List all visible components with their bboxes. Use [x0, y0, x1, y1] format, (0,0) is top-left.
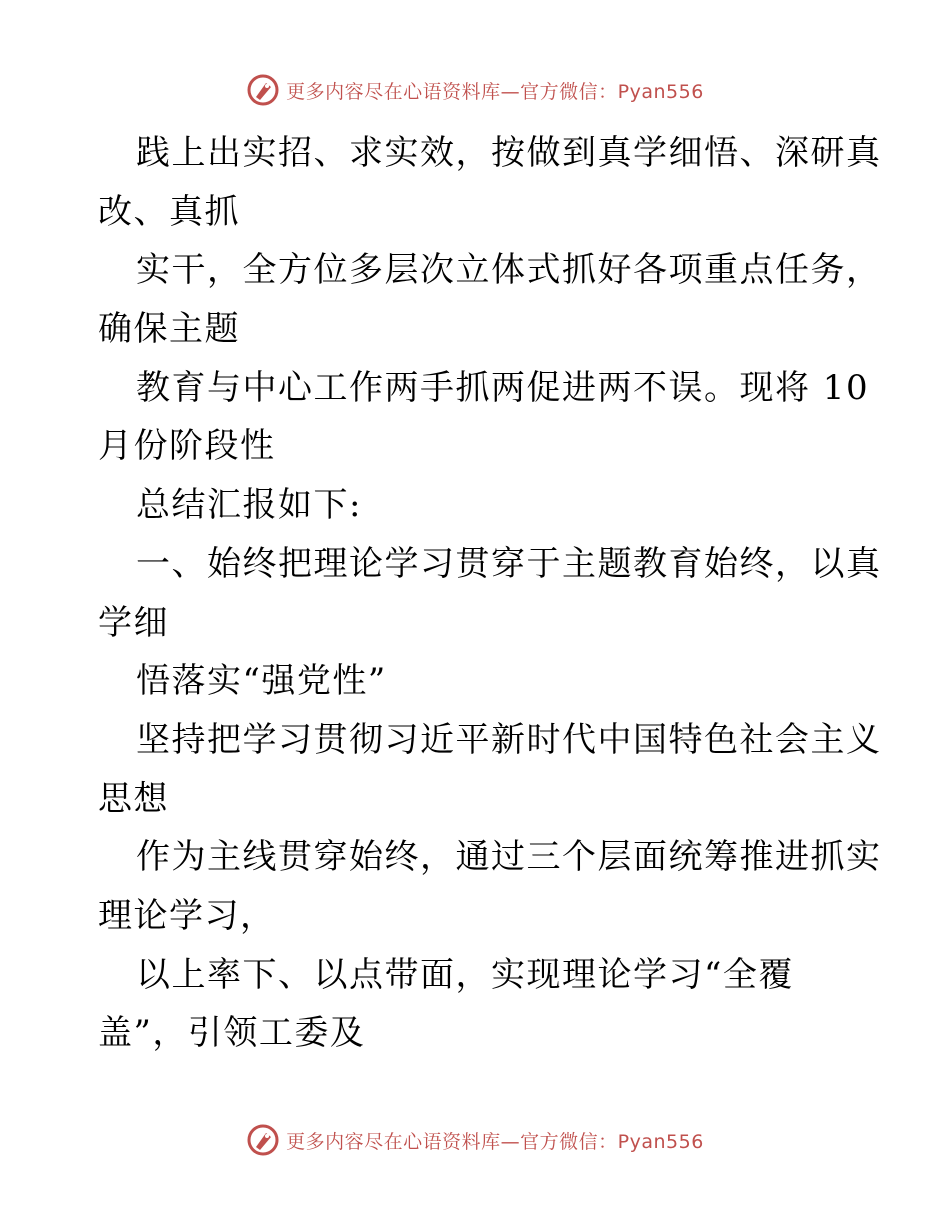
section-heading-line: 学细	[98, 602, 169, 643]
body-line: 确保主题	[98, 309, 240, 350]
body-line: 坚持把学习贯彻习近平新时代中国特色社会主义	[136, 719, 882, 760]
body-line: 教育与中心工作两手抓两促进两不误。现将 10	[136, 367, 870, 408]
body-line: 作为主线贯穿始终，通过三个层面统筹推进抓实	[136, 837, 882, 878]
body-line: 盖”，引领工委及	[98, 1013, 366, 1054]
watermark-text: 更多内容尽在心语资料库—官方微信：Pyan556	[286, 80, 704, 103]
pen-nib-icon	[246, 73, 280, 107]
document-body	[98, 124, 882, 1063]
body-line: 践上出实招、求实效，按做到真学细悟、深研真	[136, 133, 882, 173]
body-line: 月份阶段性	[98, 426, 276, 467]
watermark-text: 更多内容尽在心语资料库—官方微信：Pyan556	[286, 1130, 704, 1153]
section-heading-line: 悟落实“强党性”	[136, 661, 387, 702]
pen-nib-icon	[246, 1123, 280, 1157]
body-line: 改、真抓	[98, 191, 240, 232]
section-heading-line: 一、始终把理论学习贯穿于主题教育始终，以真	[136, 543, 882, 584]
body-line: 实干，全方位多层次立体式抓好各项重点任务，	[136, 250, 882, 291]
body-line: 以上率下、以点带面，实现理论学习“全覆	[136, 954, 794, 995]
body-line: 理论学习，	[98, 895, 276, 936]
body-line: 思想	[98, 778, 169, 819]
footer-watermark	[0, 1120, 950, 1160]
header-watermark	[0, 70, 950, 110]
body-line: 总结汇报如下:	[136, 485, 362, 526]
